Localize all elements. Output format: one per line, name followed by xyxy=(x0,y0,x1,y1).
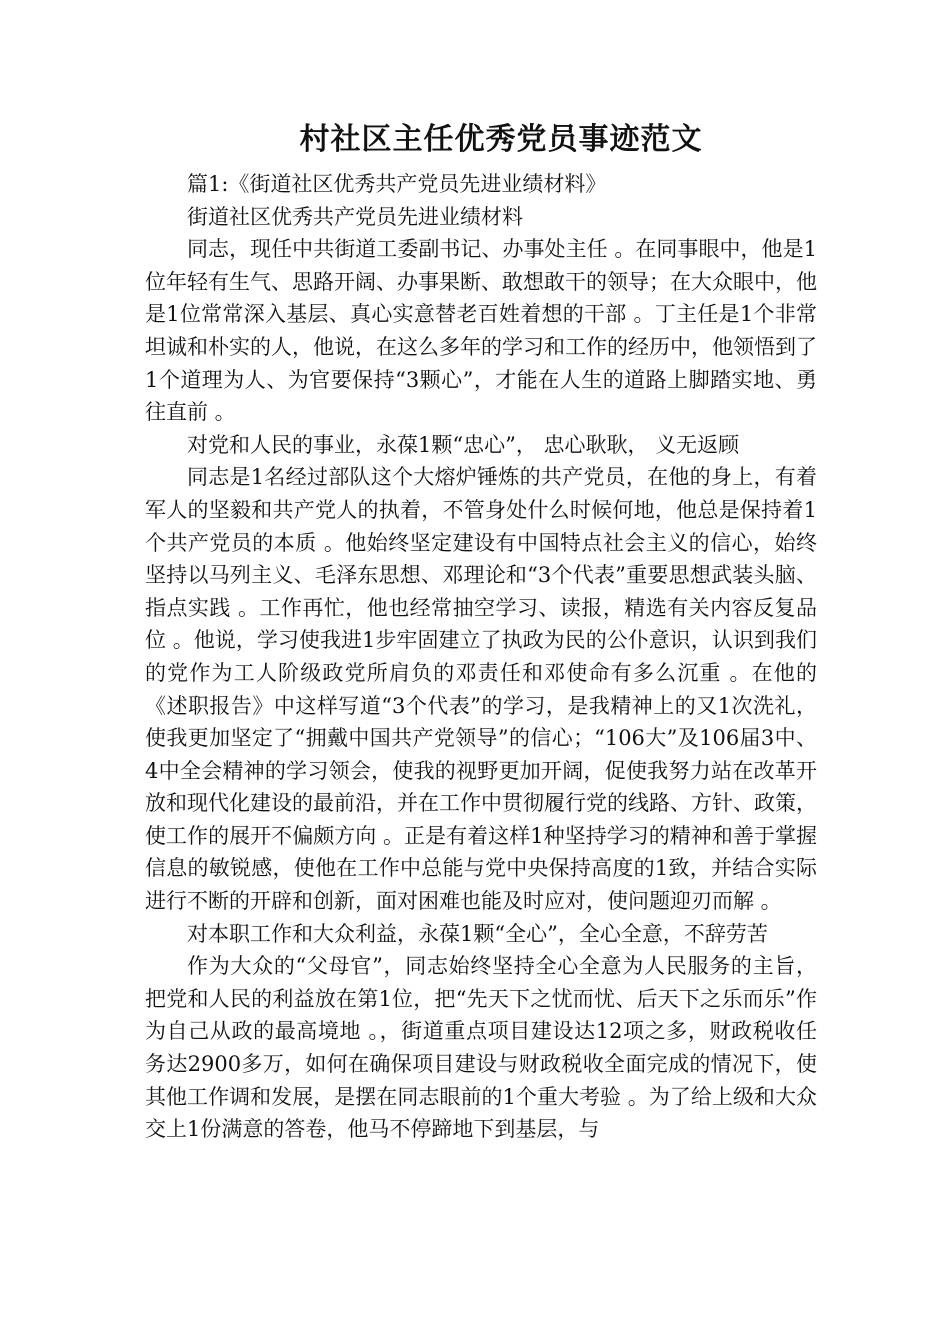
paragraph-loyalty-body: 同志是1名经过部队这个大熔炉锤炼的共产党员，在他的身上，有着军人的坚毅和共产党人的执着，不管身处什么时候何地，他总是保持着1个共产党员的本质 。他始终坚定建设有中国特点社会主义的信心，始终坚持以马列主义、毛泽东思想、邓理论和“3个代表”重要思想武装头脑、指点实践 。工作再忙，他也经常抽空学习、读报，精选有关内容反复品位 。他说，学习使我进1步牢固建立了执政为民的公仆意识，认识到我们的党作为工人阶级政党所肩负的邓责任和邓使命有多么沉重 。在他的《述职报告》中这样写道“3个代表”的学习，是我精神上的又1次洗礼，使我更加坚定了“拥戴中国共产党领导”的信心；“106大”及106届3中、4中全会精神的学习领会，使我的视野更加开阔，促使我努力站在改革开放和现代化建设的最前沿，并在工作中贯彻履行党的线路、方针、政策，使工作的展开不偏颇方向 。正是有着这样1种坚持学习的精神和善于掌握信息的敏锐感，使他在工作中总能与党中央保持高度的1致，并结合实际进行不断的开辟和创新，面对困难也能及时应对，使问题迎刃而解 。 xyxy=(145,465,817,914)
document-title: 村社区主任优秀党员事迹范文 xyxy=(299,122,703,157)
document-page xyxy=(145,118,817,1146)
paragraph-article-label: 篇1:《街道社区优秀共产党员先进业绩材料》 xyxy=(187,172,607,196)
paragraph-heading-loyalty: 对党和人民的事业，永葆1颗“忠心”， 忠心耿耿， 义无返顾 xyxy=(187,432,740,457)
paragraph-dedication-body: 作为大众的“父母官”，同志始终坚持全心全意为人民服务的主旨，把党和人民的利益放在第1位，把“先天下之忧而忧、后天下之乐而乐”作为自己从政的最高境地 。，街道重点项目建设达12项之多，财政税收任务达2900多万，如何在确保项目建设与财政税收全面完成的情况下，使其他工作调和发展，是摆在同志眼前的1个重大考验 。为了给上级和大众交上1份满意的答卷，他马不停蹄地下到基层，与 xyxy=(145,954,817,1142)
paragraph-intro: 同志，现任中共街道工委副书记、办事处主任 。在同事眼中，他是1位年轻有生气、思路开阔、办事果断、敢想敢干的领导；在大众眼中，他是1位常常深入基层、真心实意替老百姓着想的干部 。丁主任是1个非常坦诚和朴实的人，他说，在这么多年的学习和工作的经历中，他领悟到了1个道理为人、为官要保持“3颗心”，才能在人生的道路上脚踏实地、勇往直前 。 xyxy=(145,237,817,425)
paragraph-heading-dedication: 对本职工作和大众利益，永葆1颗“全心”，全心全意，不辞劳苦 xyxy=(187,921,768,946)
paragraph-subtitle: 街道社区优秀共产党员先进业绩材料 xyxy=(187,204,523,229)
